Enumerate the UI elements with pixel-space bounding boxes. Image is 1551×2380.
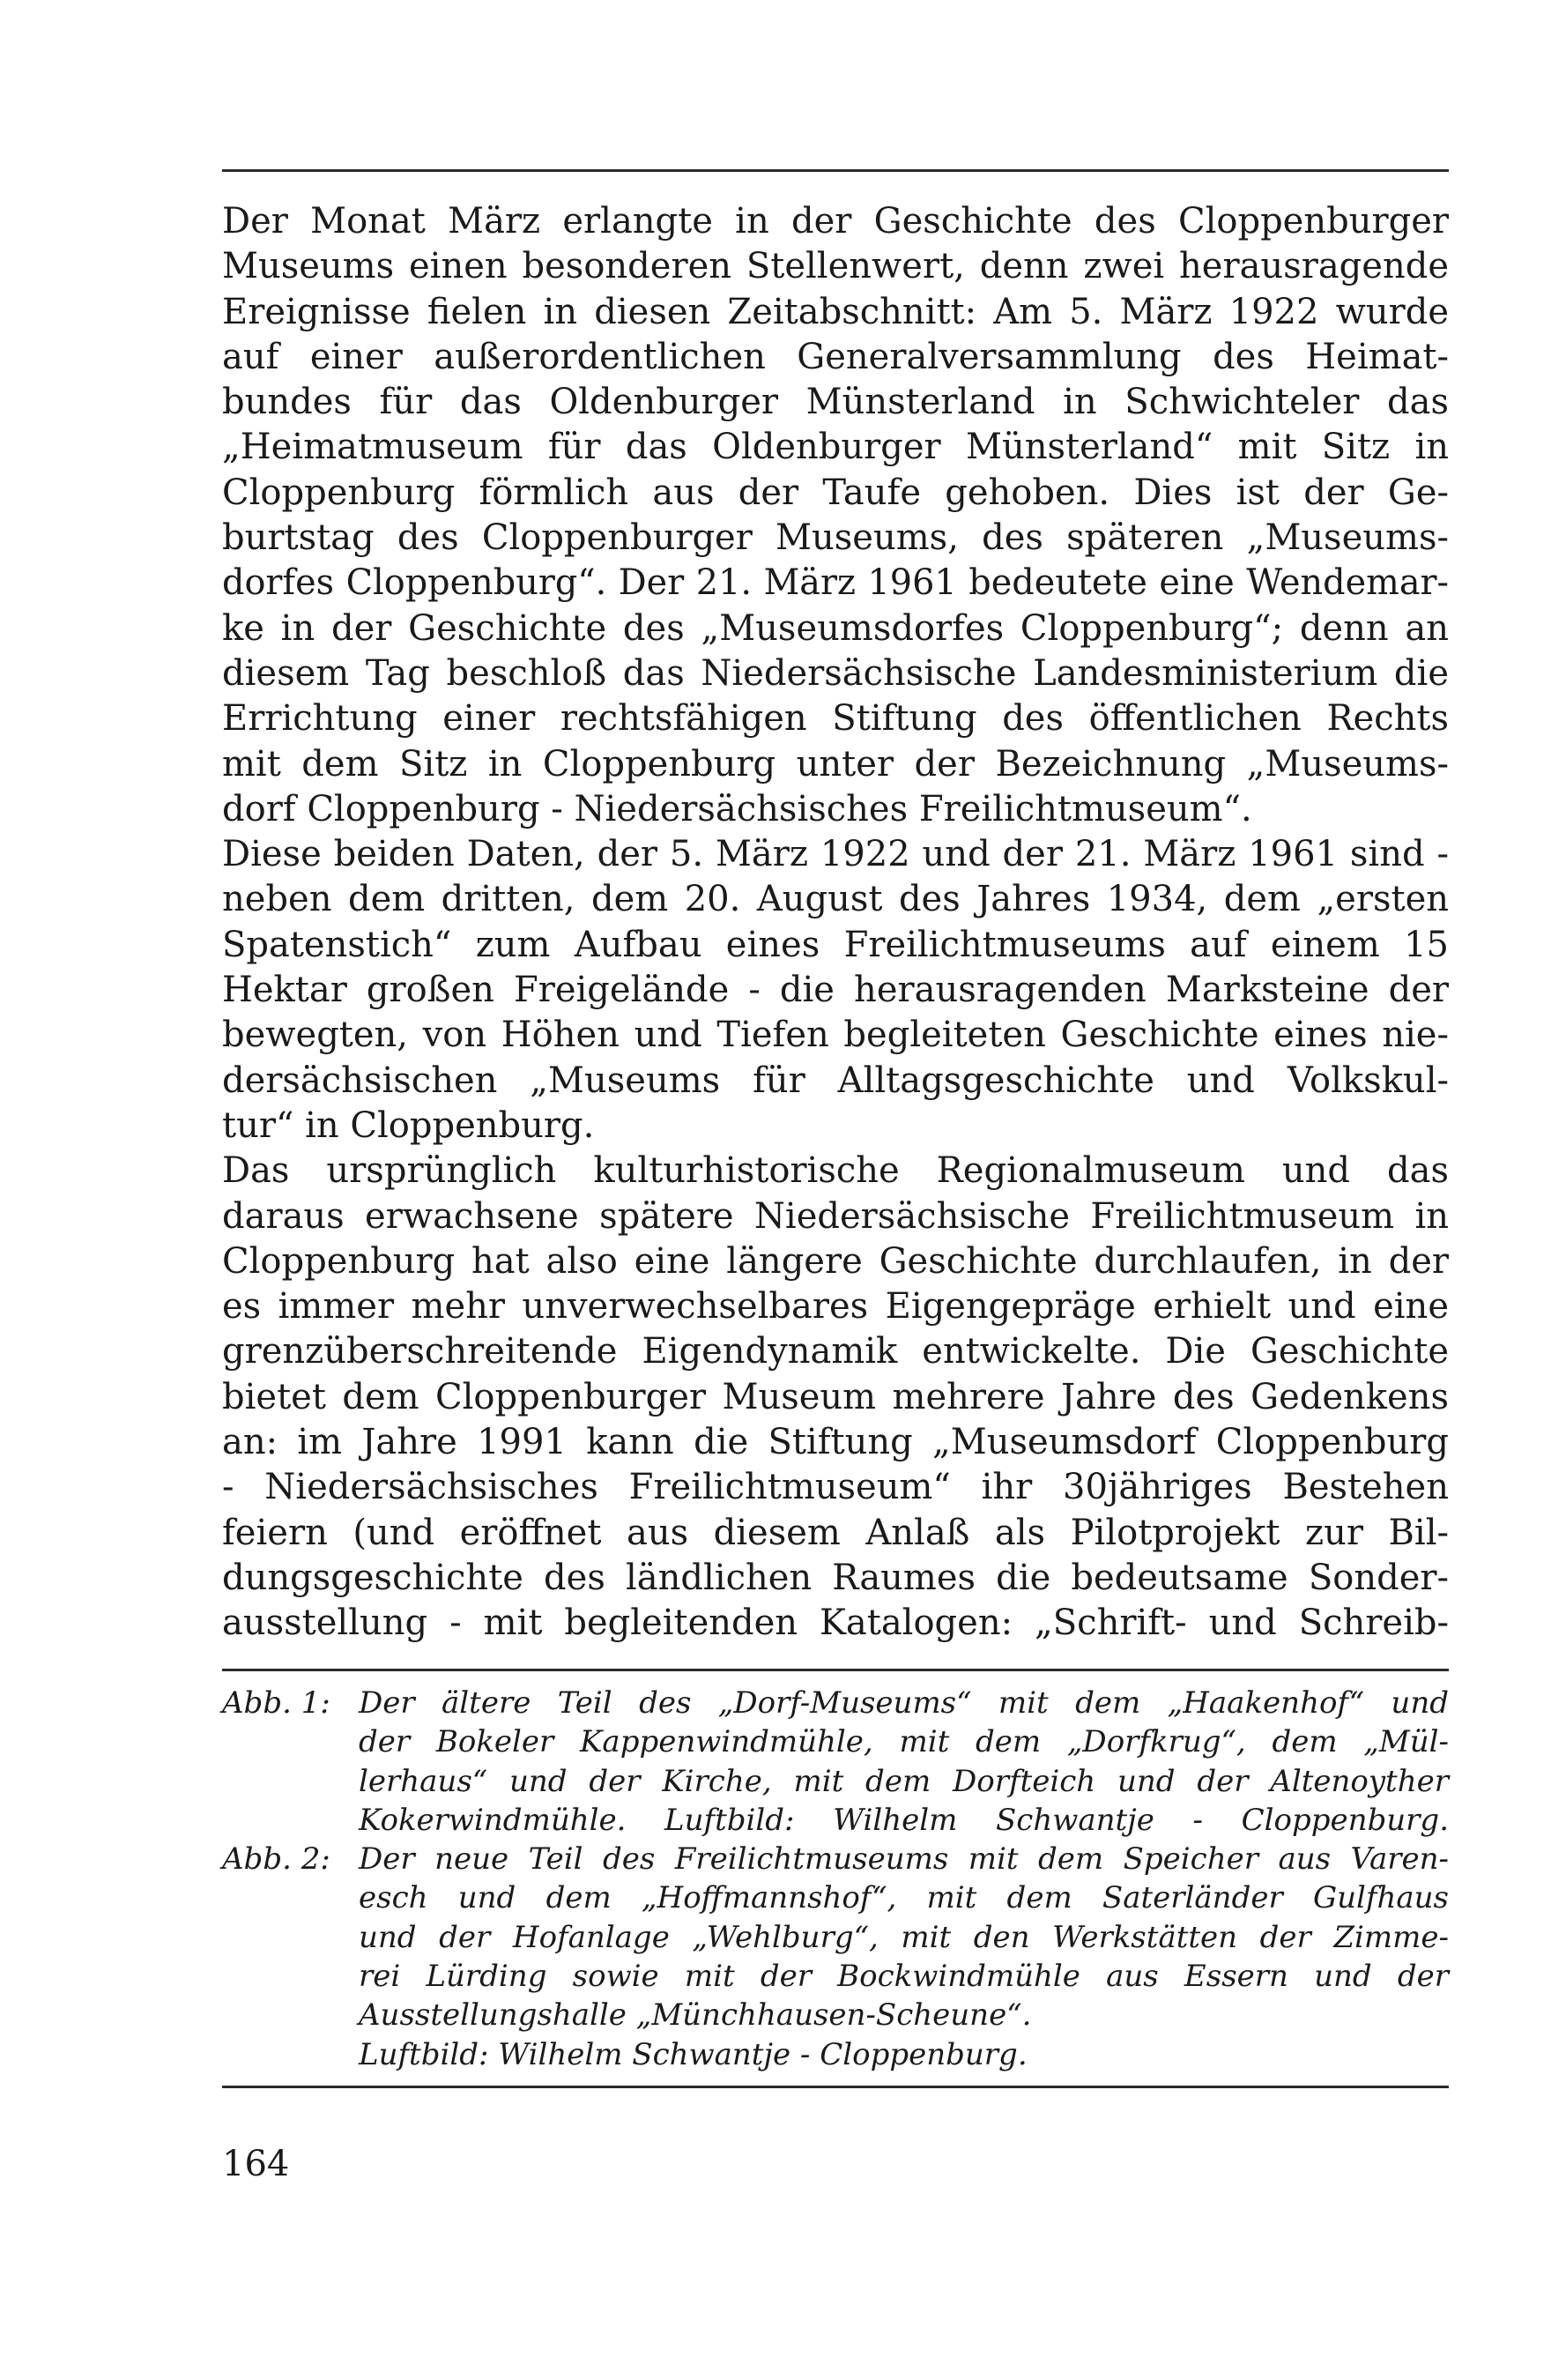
body-line: ke in der Geschichte des „Museumsdorfes Cloppenburg“; denn an bbox=[222, 607, 1449, 649]
caption-line: der Bokeler Kappenwindmühle, mit dem „Dorfkrug“, dem „Mül- bbox=[359, 1724, 1449, 1760]
caption-line: Der ältere Teil des „Dorf-Museums“ mit dem „Haakenhof“ und bbox=[359, 1685, 1449, 1721]
caption-rule bbox=[222, 1669, 1449, 1671]
caption-line: lerhaus“ und der Kirche, mit dem Dorfteich und der Altenoyther bbox=[359, 1763, 1449, 1799]
caption-line: Ausstellungshalle „Münchhausen-Scheune“. bbox=[359, 1997, 1032, 2034]
body-line: Spatenstich“ zum Aufbau eines Freilichtmuseums auf einem 15 bbox=[222, 924, 1449, 965]
captions bbox=[222, 1684, 1449, 2074]
body-line: ausstellung - mit begleitenden Katalogen: „Schrift- und Schreib- bbox=[222, 1603, 1449, 1644]
bottom-rule bbox=[222, 2086, 1449, 2088]
body-line: neben dem dritten, dem 20. August des Jahres 1934, dem „ersten bbox=[222, 879, 1449, 920]
body-line: diesem Tag beschloß das Niedersächsische Landesministerium die bbox=[222, 652, 1449, 694]
body-line: dorf Cloppenburg - Niedersächsisches Freilichtmuseum“. bbox=[222, 788, 1252, 829]
body-line: auf einer außerordentlichen Generalversammlung des Heimat- bbox=[222, 336, 1449, 377]
body-line: bietet dem Cloppenburger Museum mehrere Jahre des Gedenkens bbox=[222, 1376, 1449, 1417]
top-rule bbox=[222, 169, 1449, 172]
body-line: dungsgeschichte des ländlichen Raumes die bedeutsame Sonder- bbox=[222, 1557, 1449, 1598]
body-line: mit dem Sitz in Cloppenburg unter der Bezeichnung „Museums- bbox=[222, 743, 1449, 785]
caption-line: rei Lürding sowie mit der Bockwindmühle aus Essern und der bbox=[359, 1959, 1449, 1995]
body-line: „Heimatmuseum für das Oldenburger Münsterland“ mit Sitz in bbox=[222, 427, 1449, 468]
page-number: 164 bbox=[222, 2144, 290, 2184]
body-line: daraus erwachsene spätere Niedersächsische Freilichtmuseum in bbox=[222, 1195, 1449, 1237]
caption-line: Luftbild: Wilhelm Schwantje - Cloppenburg. bbox=[359, 2036, 1028, 2072]
caption-line: esch und dem „Hoffmannshof“, mit dem Saterländer Gulfhaus bbox=[359, 1880, 1449, 1916]
body-text bbox=[222, 199, 1449, 1647]
body-line: - Niedersächsisches Freilichtmuseum“ ihr 30jähriges Bestehen bbox=[222, 1467, 1449, 1508]
body-line: dorfes Cloppenburg“. Der 21. März 1961 bedeutete eine Wendemar- bbox=[222, 562, 1449, 604]
body-line: Cloppenburg förmlich aus der Taufe gehoben. Dies ist der Ge- bbox=[222, 472, 1449, 513]
body-line: burtstag des Cloppenburger Museums, des späteren „Museums- bbox=[222, 517, 1449, 559]
body-line: grenzüberschreitende Eigendynamik entwickelte. Die Geschichte bbox=[222, 1331, 1449, 1372]
body-line: Der Monat März erlangte in der Geschichte des Cloppenburger bbox=[222, 201, 1449, 242]
caption-line: Kokerwindmühle. Luftbild: Wilhelm Schwantje - Cloppenburg. bbox=[359, 1802, 1449, 1838]
body-line: Errichtung einer rechtsfähigen Stiftung des öffentlichen Rechts bbox=[222, 698, 1449, 740]
caption-label: Abb. 2: bbox=[222, 1841, 330, 1878]
body-line: Ereignisse fielen in diesen Zeitabschnitt: Am 5. März 1922 wurde bbox=[222, 291, 1449, 332]
caption-line: Der neue Teil des Freilichtmuseums mit dem Speicher aus Varen- bbox=[359, 1841, 1449, 1878]
body-line: an: im Jahre 1991 kann die Stiftung „Museumsdorf Cloppenburg bbox=[222, 1422, 1449, 1463]
body-line: tur“ in Cloppenburg. bbox=[222, 1104, 595, 1146]
caption-label: Abb. 1: bbox=[222, 1685, 330, 1721]
body-line: bundes für das Oldenburger Münsterland in Schwichteler das bbox=[222, 382, 1449, 423]
body-line: es immer mehr unverwechselbares Eigengepräge erhielt und eine bbox=[222, 1286, 1449, 1328]
body-line: dersächsischen „Museums für Alltagsgeschichte und Volkskul- bbox=[222, 1060, 1449, 1101]
body-line: Das ursprünglich kulturhistorische Regionalmuseum und das bbox=[222, 1150, 1449, 1192]
body-line: Museums einen besonderen Stellenwert, denn zwei herausragende bbox=[222, 246, 1449, 287]
caption-line: und der Hofanlage „Wehlburg“, mit den Werkstätten der Zimme- bbox=[359, 1919, 1449, 1955]
caption-abb-1 bbox=[222, 1684, 1449, 1840]
body-line: Cloppenburg hat also eine längere Geschichte durchlaufen, in der bbox=[222, 1240, 1449, 1282]
body-line: Hektar großen Freigelände - die herausragenden Marksteine der bbox=[222, 970, 1449, 1011]
caption-abb-2 bbox=[222, 1840, 1449, 2074]
body-line: bewegten, von Höhen und Tiefen begleiteten Geschichte eines nie- bbox=[222, 1015, 1449, 1056]
body-line: Diese beiden Daten, der 5. März 1922 und der 21. März 1961 sind - bbox=[222, 834, 1449, 875]
body-line: feiern (und eröffnet aus diesem Anlaß als Pilotprojekt zur Bil- bbox=[222, 1512, 1449, 1553]
